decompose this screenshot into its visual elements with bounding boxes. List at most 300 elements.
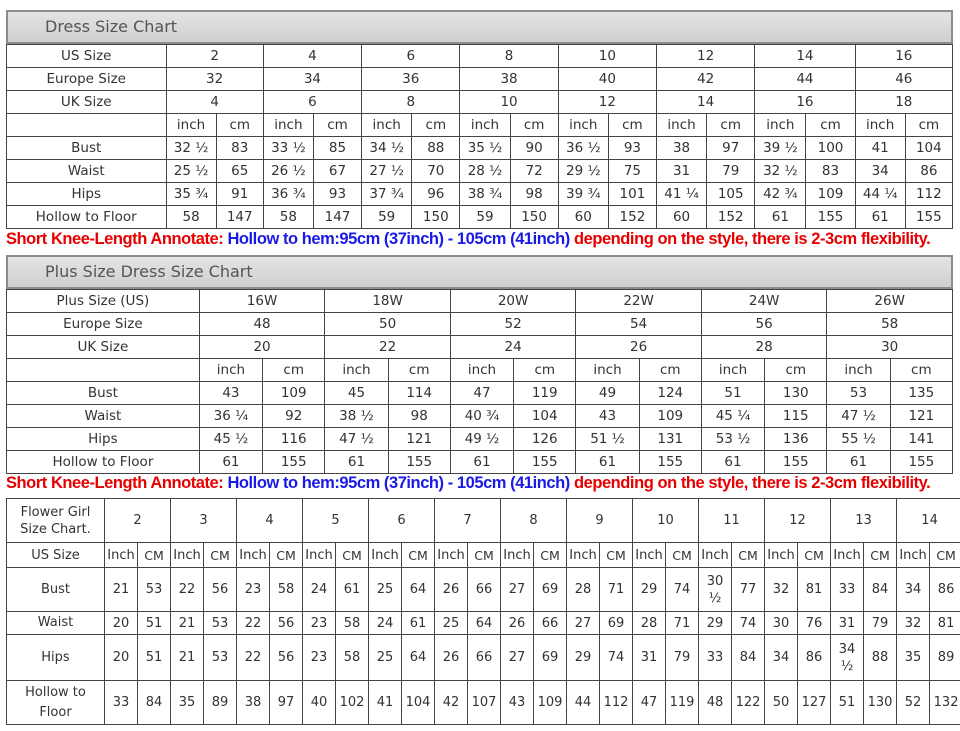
unit-cm-cell: cm — [263, 359, 325, 382]
measure-cell: 27 — [501, 635, 534, 681]
table-row — [7, 428, 953, 451]
unit-cm-cell: cm — [765, 359, 827, 382]
size-cell: 18W — [325, 290, 451, 313]
measure-cell: 40 ¾ — [450, 405, 513, 428]
measure-cell: 40 — [303, 681, 336, 725]
size-cell: 12 — [656, 45, 754, 68]
measure-cell: 36 ¼ — [199, 405, 262, 428]
measure-cell: 52 — [897, 681, 930, 725]
measure-cell: 104 — [905, 137, 952, 160]
size-cell: 18 — [855, 91, 952, 114]
unit-inch-cell: Inch — [435, 543, 468, 568]
measure-cell: 30 ½ — [699, 568, 732, 612]
row-label: UK Size — [7, 91, 167, 114]
measure-cell: 74 — [600, 635, 633, 681]
measure-cell: 121 — [890, 405, 952, 428]
measure-cell: 98 — [510, 183, 558, 206]
unit-inch-cell: inch — [701, 359, 764, 382]
unit-inch-cell: inch — [166, 114, 216, 137]
size-cell: 58 — [827, 313, 953, 336]
unit-cm-cell: CM — [732, 543, 765, 568]
measure-cell: 104 — [514, 405, 576, 428]
measure-cell: 34 — [855, 160, 905, 183]
unit-inch-cell: inch — [827, 359, 890, 382]
measure-cell: 26 — [435, 568, 468, 612]
measure-cell: 58 — [270, 568, 303, 612]
measure-cell: 93 — [313, 183, 361, 206]
measure-cell: 119 — [666, 681, 699, 725]
measure-cell: 127 — [798, 681, 831, 725]
table-row — [7, 68, 953, 91]
unit-cm-cell: cm — [412, 114, 460, 137]
measure-cell: 88 — [412, 137, 460, 160]
size-cell: 22W — [576, 290, 702, 313]
unit-row — [7, 359, 953, 382]
measure-cell: 56 — [270, 635, 303, 681]
measure-cell: 135 — [890, 382, 952, 405]
note-flexibility: depending on the style, there is 2-3cm flexibility. — [573, 230, 931, 248]
unit-cm-cell: cm — [388, 359, 450, 382]
table-row — [7, 681, 960, 725]
measure-cell: 38 — [237, 681, 270, 725]
measure-cell: 86 — [905, 160, 952, 183]
measure-cell: 20 — [105, 635, 138, 681]
measure-cell: 22 — [171, 568, 204, 612]
measure-cell: 121 — [388, 428, 450, 451]
measure-cell: 77 — [732, 568, 765, 612]
measure-cell: 88 — [864, 635, 897, 681]
unit-cm-cell: cm — [639, 359, 701, 382]
measure-cell: 47 — [633, 681, 666, 725]
measure-cell: 22 — [237, 635, 270, 681]
unit-cm-cell: CM — [402, 543, 435, 568]
measure-label: Hollow to Floor — [7, 451, 200, 474]
measure-cell: 39 ½ — [755, 137, 806, 160]
measure-cell: 20 — [105, 612, 138, 635]
measure-cell: 51 ½ — [576, 428, 639, 451]
table-row — [7, 45, 953, 68]
unit-inch-cell: inch — [263, 114, 313, 137]
measure-cell: 81 — [798, 568, 831, 612]
measure-cell: 90 — [510, 137, 558, 160]
unit-row — [7, 114, 953, 137]
measure-cell: 21 — [171, 612, 204, 635]
measure-cell: 32 ½ — [166, 137, 216, 160]
measure-cell: 35 — [171, 681, 204, 725]
size-cell: 4 — [263, 45, 361, 68]
unit-cm-cell: cm — [890, 359, 952, 382]
measure-cell: 23 — [303, 635, 336, 681]
measure-cell: 85 — [313, 137, 361, 160]
measure-cell: 35 — [897, 635, 930, 681]
measure-cell: 34 ½ — [362, 137, 412, 160]
measure-cell: 36 ½ — [558, 137, 608, 160]
note-label: Short Knee-Length Annotate: — [6, 230, 224, 248]
measure-cell: 66 — [468, 635, 501, 681]
measure-cell: 92 — [263, 405, 325, 428]
measure-cell: 155 — [388, 451, 450, 474]
table-row — [7, 290, 953, 313]
measure-cell: 152 — [707, 206, 755, 229]
table-row — [7, 451, 953, 474]
measure-cell: 60 — [656, 206, 706, 229]
measure-cell: 115 — [765, 405, 827, 428]
measure-cell: 25 — [369, 568, 402, 612]
measure-cell: 98 — [388, 405, 450, 428]
unit-inch-cell: Inch — [633, 543, 666, 568]
measure-label: Hollow to Floor — [7, 681, 105, 725]
size-cell: 50 — [325, 313, 451, 336]
measure-label: Waist — [7, 160, 167, 183]
unit-inch-cell: inch — [656, 114, 706, 137]
measure-cell: 131 — [639, 428, 701, 451]
measure-cell: 75 — [608, 160, 656, 183]
table-row — [7, 382, 953, 405]
measure-cell: 83 — [806, 160, 855, 183]
unit-inch-cell: Inch — [831, 543, 864, 568]
measure-cell: 31 — [831, 612, 864, 635]
measure-cell: 101 — [608, 183, 656, 206]
size-cell: 12 — [765, 499, 831, 543]
measure-label: Hips — [7, 635, 105, 681]
unit-inch-cell: inch — [855, 114, 905, 137]
measure-cell: 79 — [864, 612, 897, 635]
measure-cell: 155 — [514, 451, 576, 474]
measure-cell: 141 — [890, 428, 952, 451]
row-label: Plus Size (US) — [7, 290, 200, 313]
measure-cell: 28 ½ — [460, 160, 510, 183]
measure-label: Waist — [7, 405, 200, 428]
blank-cell — [7, 359, 200, 382]
measure-cell: 29 — [567, 635, 600, 681]
unit-cm-cell: cm — [608, 114, 656, 137]
unit-inch-cell: inch — [450, 359, 513, 382]
dress-size-chart — [6, 10, 953, 229]
measure-cell: 130 — [765, 382, 827, 405]
measure-cell: 150 — [510, 206, 558, 229]
measure-cell: 76 — [798, 612, 831, 635]
size-cell: 20W — [450, 290, 576, 313]
table-row — [7, 336, 953, 359]
size-cell: 16 — [855, 45, 952, 68]
measure-cell: 58 — [166, 206, 216, 229]
measure-cell: 155 — [806, 206, 855, 229]
measure-cell: 66 — [468, 568, 501, 612]
size-cell: 14 — [897, 499, 960, 543]
unit-inch-cell: Inch — [765, 543, 798, 568]
table-row — [7, 313, 953, 336]
measure-cell: 38 ¾ — [460, 183, 510, 206]
measure-cell: 132 — [930, 681, 960, 725]
measure-cell: 61 — [325, 451, 388, 474]
unit-cm-cell: CM — [138, 543, 171, 568]
measure-cell: 84 — [138, 681, 171, 725]
table-row — [7, 160, 953, 183]
measure-cell: 31 — [633, 635, 666, 681]
measure-cell: 130 — [864, 681, 897, 725]
measure-cell: 81 — [930, 612, 960, 635]
measure-cell: 25 — [435, 612, 468, 635]
measure-cell: 53 ½ — [701, 428, 764, 451]
measure-cell: 86 — [798, 635, 831, 681]
measure-cell: 112 — [905, 183, 952, 206]
unit-cm-cell: CM — [204, 543, 237, 568]
size-cell: 46 — [855, 68, 952, 91]
measure-cell: 30 — [765, 612, 798, 635]
plus-size-table — [6, 289, 953, 474]
measure-cell: 51 — [138, 635, 171, 681]
note-hem-range: Hollow to hem:95cm (37inch) - 105cm (41inch) — [227, 230, 570, 248]
measure-label: Bust — [7, 568, 105, 612]
measure-cell: 42 — [435, 681, 468, 725]
measure-label: Hips — [7, 183, 167, 206]
unit-cm-cell: cm — [514, 359, 576, 382]
measure-cell: 64 — [402, 568, 435, 612]
measure-cell: 109 — [263, 382, 325, 405]
measure-cell: 56 — [270, 612, 303, 635]
size-cell: 3 — [171, 499, 237, 543]
measure-cell: 64 — [402, 635, 435, 681]
size-cell: 16 — [755, 91, 855, 114]
measure-cell: 71 — [666, 612, 699, 635]
measure-cell: 59 — [460, 206, 510, 229]
unit-inch-cell: Inch — [171, 543, 204, 568]
measure-cell: 51 — [831, 681, 864, 725]
measure-label: Hollow to Floor — [7, 206, 167, 229]
size-cell: 56 — [701, 313, 827, 336]
measure-cell: 58 — [263, 206, 313, 229]
measure-cell: 109 — [534, 681, 567, 725]
measure-cell: 36 ¾ — [263, 183, 313, 206]
size-cell: 14 — [755, 45, 855, 68]
measure-cell: 64 — [468, 612, 501, 635]
measure-cell: 38 ½ — [325, 405, 388, 428]
measure-cell: 47 ½ — [325, 428, 388, 451]
measure-cell: 35 ¾ — [166, 183, 216, 206]
measure-cell: 39 ¾ — [558, 183, 608, 206]
measure-cell: 155 — [639, 451, 701, 474]
measure-cell: 116 — [263, 428, 325, 451]
size-cell: 26W — [827, 290, 953, 313]
size-cell: 2 — [166, 45, 263, 68]
table-row — [7, 206, 953, 229]
measure-cell: 104 — [402, 681, 435, 725]
measure-cell: 24 — [369, 612, 402, 635]
size-cell: 42 — [656, 68, 754, 91]
measure-cell: 53 — [204, 612, 237, 635]
size-cell: 22 — [325, 336, 451, 359]
size-cell: 6 — [362, 45, 460, 68]
measure-cell: 105 — [707, 183, 755, 206]
measure-label: Bust — [7, 382, 200, 405]
measure-cell: 29 — [633, 568, 666, 612]
measure-cell: 89 — [930, 635, 960, 681]
unit-inch-cell: Inch — [501, 543, 534, 568]
size-cell: 26 — [576, 336, 702, 359]
size-cell: 10 — [558, 45, 656, 68]
unit-cm-cell: CM — [468, 543, 501, 568]
size-cell: 8 — [362, 91, 460, 114]
measure-cell: 89 — [204, 681, 237, 725]
unit-row — [7, 543, 960, 568]
measure-cell: 69 — [600, 612, 633, 635]
measure-cell: 147 — [216, 206, 263, 229]
measure-cell: 70 — [412, 160, 460, 183]
measure-cell: 47 — [450, 382, 513, 405]
plus-chart-title: Plus Size Dress Size Chart — [6, 255, 953, 289]
corner-label: Flower Girl Size Chart. — [7, 499, 105, 543]
measure-cell: 34 — [765, 635, 798, 681]
measure-cell: 45 ½ — [199, 428, 262, 451]
unit-inch-cell: inch — [199, 359, 262, 382]
table-row — [7, 91, 953, 114]
measure-cell: 43 — [501, 681, 534, 725]
row-label: Europe Size — [7, 313, 200, 336]
measure-cell: 109 — [639, 405, 701, 428]
size-cell: 8 — [501, 499, 567, 543]
unit-cm-cell: CM — [600, 543, 633, 568]
measure-cell: 61 — [855, 206, 905, 229]
note-hem-range: Hollow to hem:95cm (37inch) - 105cm (41inch) — [227, 474, 570, 492]
unit-cm-cell: CM — [336, 543, 369, 568]
size-cell: 38 — [460, 68, 558, 91]
measure-cell: 44 — [567, 681, 600, 725]
measure-cell: 126 — [514, 428, 576, 451]
unit-inch-cell: Inch — [369, 543, 402, 568]
measure-cell: 48 — [699, 681, 732, 725]
unit-inch-cell: Inch — [567, 543, 600, 568]
table-row — [7, 612, 960, 635]
measure-cell: 114 — [388, 382, 450, 405]
unit-inch-cell: Inch — [105, 543, 138, 568]
measure-cell: 28 — [633, 612, 666, 635]
unit-inch-cell: inch — [460, 114, 510, 137]
unit-inch-cell: inch — [576, 359, 639, 382]
measure-cell: 49 ½ — [450, 428, 513, 451]
us-size-label: US Size — [7, 543, 105, 568]
measure-cell: 107 — [468, 681, 501, 725]
size-cell: 2 — [105, 499, 171, 543]
measure-cell: 61 — [336, 568, 369, 612]
measure-cell: 42 ¾ — [755, 183, 806, 206]
measure-cell: 32 — [765, 568, 798, 612]
table-row — [7, 137, 953, 160]
size-cell: 40 — [558, 68, 656, 91]
measure-cell: 41 — [855, 137, 905, 160]
unit-cm-cell: cm — [510, 114, 558, 137]
size-cell: 7 — [435, 499, 501, 543]
measure-cell: 65 — [216, 160, 263, 183]
unit-cm-cell: cm — [313, 114, 361, 137]
measure-label: Waist — [7, 612, 105, 635]
measure-cell: 35 ½ — [460, 137, 510, 160]
measure-cell: 59 — [362, 206, 412, 229]
measure-cell: 74 — [732, 612, 765, 635]
measure-cell: 84 — [864, 568, 897, 612]
unit-inch-cell: inch — [325, 359, 388, 382]
size-cell: 11 — [699, 499, 765, 543]
measure-cell: 26 ½ — [263, 160, 313, 183]
measure-cell: 49 — [576, 382, 639, 405]
unit-cm-cell: CM — [864, 543, 897, 568]
measure-cell: 61 — [402, 612, 435, 635]
size-cell: 36 — [362, 68, 460, 91]
measure-cell: 122 — [732, 681, 765, 725]
measure-cell: 83 — [216, 137, 263, 160]
measure-cell: 24 — [303, 568, 336, 612]
measure-cell: 45 ¼ — [701, 405, 764, 428]
measure-cell: 33 — [105, 681, 138, 725]
size-cell: 28 — [701, 336, 827, 359]
measure-cell: 155 — [263, 451, 325, 474]
measure-cell: 31 — [656, 160, 706, 183]
annotation-note-1 — [6, 230, 956, 249]
size-cell: 4 — [166, 91, 263, 114]
measure-cell: 79 — [707, 160, 755, 183]
measure-cell: 136 — [765, 428, 827, 451]
size-cell: 8 — [460, 45, 558, 68]
unit-inch-cell: inch — [362, 114, 412, 137]
measure-cell: 23 — [303, 612, 336, 635]
measure-cell: 97 — [270, 681, 303, 725]
measure-cell: 32 — [897, 612, 930, 635]
measure-cell: 124 — [639, 382, 701, 405]
measure-cell: 33 ½ — [263, 137, 313, 160]
measure-cell: 58 — [336, 612, 369, 635]
size-cell: 6 — [263, 91, 361, 114]
measure-cell: 119 — [514, 382, 576, 405]
size-cell: 32 — [166, 68, 263, 91]
measure-cell: 61 — [701, 451, 764, 474]
measure-cell: 29 ½ — [558, 160, 608, 183]
measure-cell: 34 — [897, 568, 930, 612]
row-label: Europe Size — [7, 68, 167, 91]
measure-cell: 60 — [558, 206, 608, 229]
unit-inch-cell: Inch — [237, 543, 270, 568]
unit-cm-cell: CM — [534, 543, 567, 568]
measure-cell: 32 ½ — [755, 160, 806, 183]
measure-cell: 66 — [534, 612, 567, 635]
row-label: US Size — [7, 45, 167, 68]
measure-cell: 61 — [450, 451, 513, 474]
size-cell: 4 — [237, 499, 303, 543]
measure-cell: 21 — [171, 635, 204, 681]
size-cell: 48 — [199, 313, 325, 336]
measure-cell: 79 — [666, 635, 699, 681]
measure-cell: 56 — [204, 568, 237, 612]
measure-cell: 53 — [138, 568, 171, 612]
size-cell: 30 — [827, 336, 953, 359]
measure-cell: 61 — [755, 206, 806, 229]
measure-cell: 51 — [138, 612, 171, 635]
measure-cell: 150 — [412, 206, 460, 229]
flower-girl-size-table — [6, 498, 960, 725]
blank-cell — [7, 114, 167, 137]
unit-inch-cell: Inch — [303, 543, 336, 568]
measure-cell: 67 — [313, 160, 361, 183]
measure-cell: 58 — [336, 635, 369, 681]
size-cell: 20 — [199, 336, 325, 359]
measure-cell: 27 — [567, 612, 600, 635]
measure-cell: 109 — [806, 183, 855, 206]
measure-cell: 147 — [313, 206, 361, 229]
row-label: UK Size — [7, 336, 200, 359]
unit-cm-cell: CM — [270, 543, 303, 568]
unit-cm-cell: cm — [216, 114, 263, 137]
measure-cell: 44 ¼ — [855, 183, 905, 206]
annotation-note-2 — [6, 474, 956, 493]
measure-cell: 91 — [216, 183, 263, 206]
